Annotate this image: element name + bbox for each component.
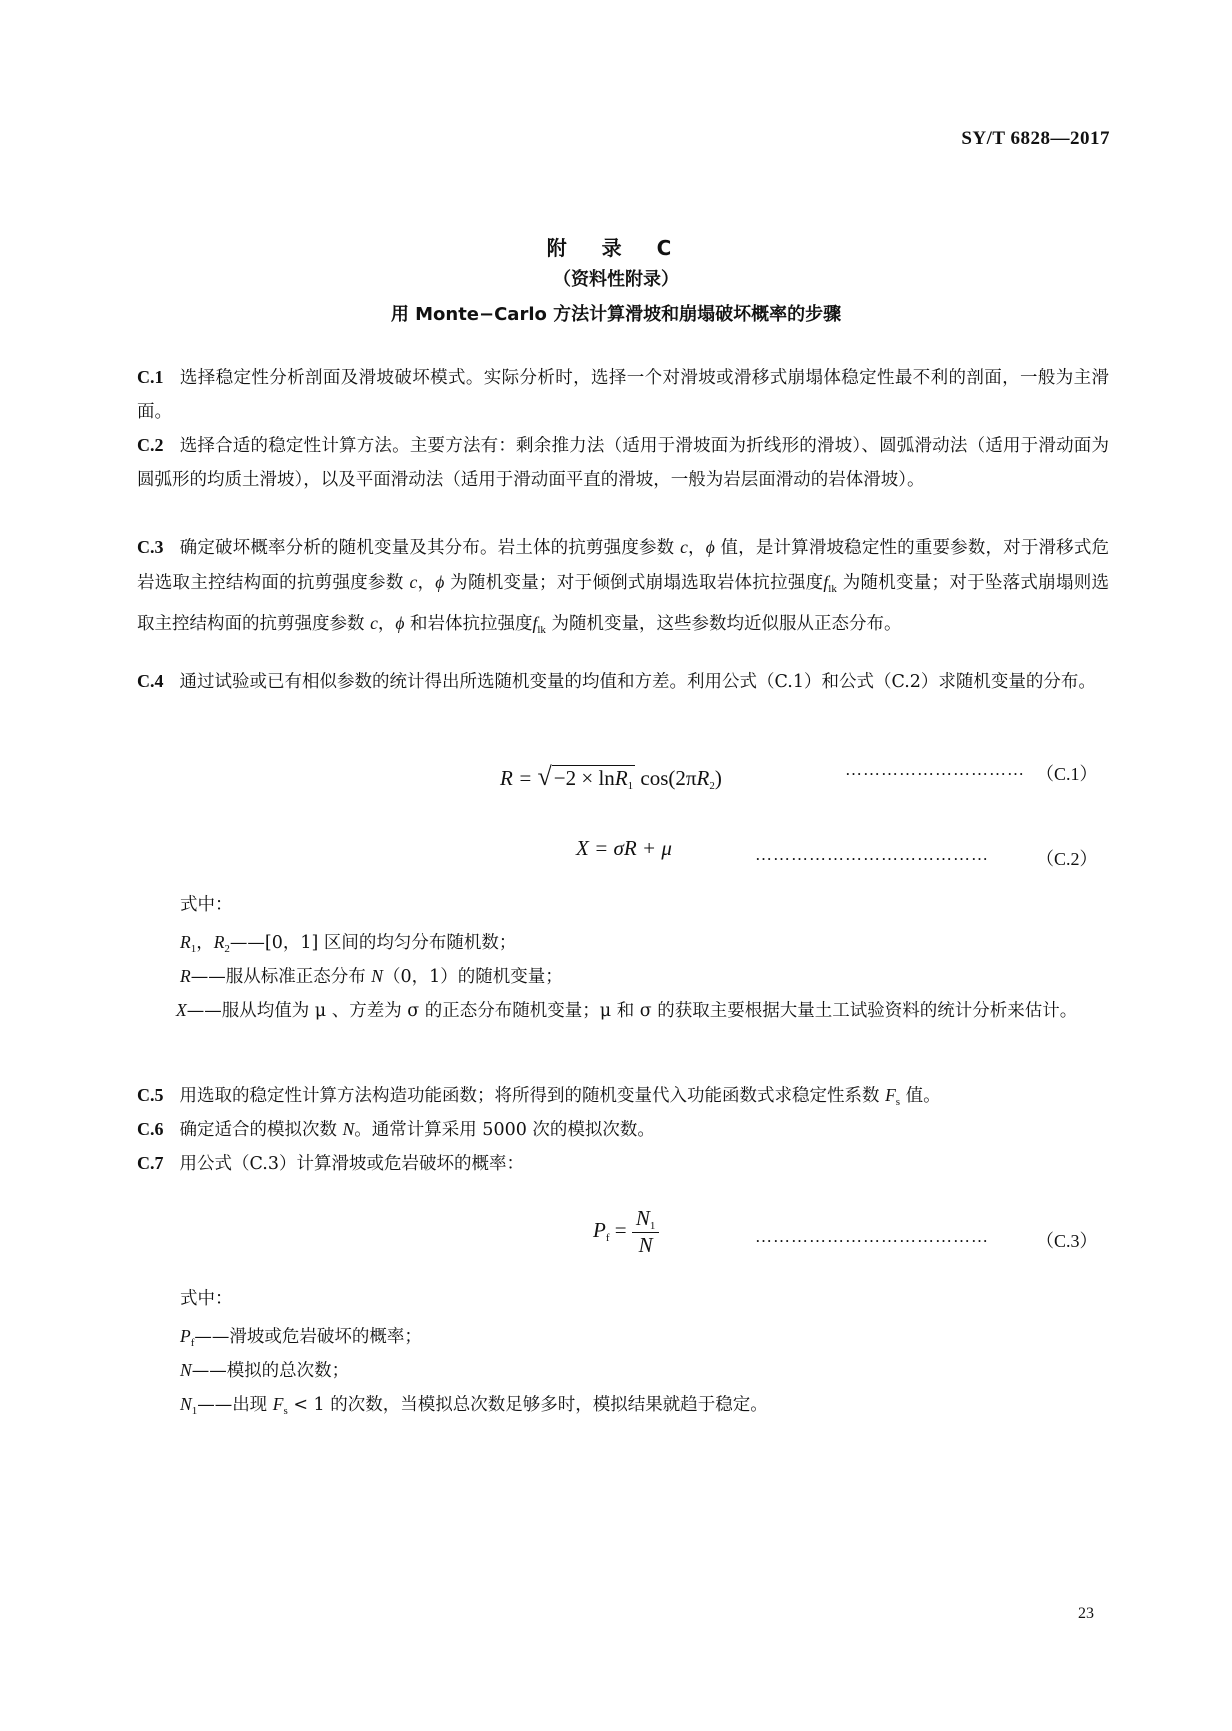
symbol-phi: ϕ [705,537,715,557]
clause-text: 为随机变量；对于倾倒式崩塌选取岩体抗拉强度 [450,573,824,593]
appendix-name: 用 Monte−Carlo 方法计算滑坡和崩塌破坏概率的步骤 [390,304,842,325]
subscript-1: 1 [190,943,197,955]
definition-r [180,959,1109,994]
subscript-1: 1 [627,780,634,792]
clause-c1 [137,360,1109,429]
symbol-r: R [180,932,191,952]
eq-close: ) [714,766,722,790]
clause-text: 为随机变量，这些参数均近似服从正态分布。 [551,614,902,634]
subscript-s: s [895,1096,901,1108]
leader-dots: ………………………………… [755,845,989,864]
subscript-1: 1 [649,1220,656,1232]
clause-c7 [137,1146,1109,1181]
subscript-1: 1 [191,1405,198,1417]
symbol-r: R [614,766,628,790]
sqrt-icon: √ [537,762,552,791]
symbol-n: N [180,1360,192,1380]
symbol-f: f [532,613,538,633]
symbol-n: N [342,1119,355,1139]
definition-text: ——滑坡或危岩破坏的概率； [194,1327,422,1347]
subscript-2: 2 [709,780,715,792]
clause-c3 [137,530,1109,647]
definition-n1 [180,1387,1109,1428]
clause-text: 和岩体抗拉强度 [409,614,533,634]
clause-number: C.4 [137,671,164,691]
eq-radicand [552,765,635,790]
standard-number: SY/T 6828—2017 [961,128,1110,149]
symbol-p: P [593,1217,606,1242]
clause-number: C.6 [137,1119,164,1139]
leader-dots: ………………………… [845,760,1025,779]
definition-text: ——模拟的总次数； [191,1361,350,1381]
fraction-denominator: N [638,1233,653,1257]
clause-text: 确定适合的模拟次数 [179,1120,343,1140]
clause-text: 值，是计算滑坡稳定性的重要参数，对于滑移式危岩选取主控结构面的抗剪强度参数 [137,538,1110,593]
comma: ， [196,933,214,953]
equation-c3 [593,1206,659,1258]
where-label: 式中： [180,895,233,915]
symbol-x: X [176,1000,187,1020]
clause-number: C.3 [137,537,164,557]
symbol-p: P [180,1326,191,1346]
equation-c2: X = σR + μ [576,836,672,860]
leader-dots: ………………………………… [755,1227,989,1246]
symbol-n: N [180,1394,192,1414]
clause-number: C.1 [137,367,164,387]
symbol-phi: ϕ [395,613,405,633]
definition-text: ——服从标准正态分布 [190,967,372,987]
equation-number: （C.2） [1036,849,1098,869]
symbol-f: F [885,1085,896,1105]
symbol-f: F [272,1394,284,1414]
clause-text: 通过试验或已有相似参数的统计得出所选随机变量的均值和方差。利用公式（C.1）和公式（C.2）求随机变量的分布。 [179,672,1096,692]
comma: ， [417,573,436,593]
clause-text: 值。 [900,1086,941,1106]
equation-number: （C.1） [1036,764,1098,784]
subscript-lk: lk [828,583,837,595]
subscript-lk: lk [537,624,546,636]
eq-cos: cos(2π [635,766,697,790]
clause-c4 [137,664,1109,699]
clause-number: C.7 [137,1153,164,1173]
where-label: 式中： [180,1289,233,1309]
clause-number: C.2 [137,435,164,455]
clause-number: C.5 [137,1085,164,1105]
definition-text: ——服从均值为 μ 、方差为 σ 的正态分布随机变量；μ 和 σ 的获取主要根据大量土工试验资料的统计分析来估计。 [186,1001,1078,1021]
page-number: 23 [1078,1605,1094,1622]
clause-text: 选择稳定性分析剖面及滑坡破坏模式。实际分析时，选择一个对滑坡或滑移式崩塌体稳定性最不利的剖面，一般为主滑面。 [137,368,1109,422]
eq-radicand-text: −2 × ln [553,766,615,790]
clause-text: 为随机变量；对于坠落式崩塌则选取主控结构面的抗剪强度参数 [137,573,1110,634]
fraction-numerator [632,1206,660,1233]
comma: ， [377,614,396,634]
clause-text: 选择合适的稳定性计算方法。主要方法有：剩余推力法（适用于滑坡面为折线形的滑坡）、圆弧滑动法（适用于滑动面为圆弧形的均质土滑坡），以及平面滑动法（适用于滑动面平直的滑坡，一般为岩层面滑动的岩体滑坡）。 [137,436,1109,490]
appendix-title: 附 录 C [546,236,686,260]
clause-c2 [137,428,1109,497]
eq-equals: = [609,1217,632,1242]
clause-c6 [137,1112,1109,1147]
clause-text: 。通常计算采用 5000 次的模拟次数。 [354,1120,655,1140]
definition-x [176,993,1165,1028]
clause-text: 用选取的稳定性计算方法构造功能函数；将所得到的随机变量代入功能函数式求稳定性系数 [179,1086,886,1106]
symbol-f: f [823,572,829,592]
subscript-f: f [190,1337,195,1349]
definition-text: ——[0，1] 区间的均匀分布随机数； [229,933,517,953]
appendix-subtitle: （资料性附录） [553,269,679,290]
clause-text: 用公式（C.3）计算滑坡或危岩破坏的概率： [179,1154,524,1174]
definition-text: （0，1）的随机变量； [382,967,563,987]
definition-text: < 1 的次数，当模拟总次数足够多时，模拟结果就趋于稳定。 [287,1395,768,1415]
symbol-phi: ϕ [435,572,445,592]
clause-text: 确定破坏概率分析的随机变量及其分布。岩土体的抗剪强度参数 [179,538,681,558]
fraction [632,1206,660,1258]
eq-lhs: R = [500,766,538,790]
definition-text: ——出现 [197,1395,273,1415]
symbol-n: N [635,1206,650,1230]
subscript-s: s [283,1405,288,1417]
symbol-c: c [409,572,418,592]
equation-number: （C.3） [1036,1231,1098,1251]
symbol-r: R [180,966,191,986]
symbol-n: N [371,966,383,986]
subscript-f: f [605,1231,610,1244]
symbol-r: R [696,766,710,790]
symbol-r: R [213,932,225,952]
equation-c1 [500,762,722,792]
symbol-c: c [680,537,688,557]
symbol-c: c [370,613,378,633]
subscript-2: 2 [224,943,230,955]
definition-n [180,1353,1109,1388]
comma: ， [687,538,706,558]
